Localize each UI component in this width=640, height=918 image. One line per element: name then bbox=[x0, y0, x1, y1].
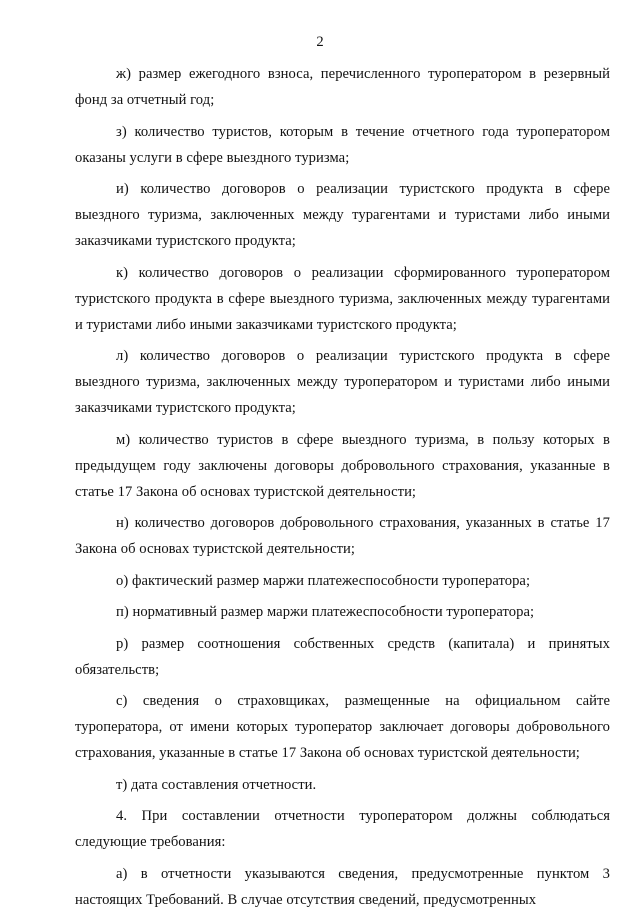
paragraph-zh: ж) размер ежегодного взноса, перечисленного туроператором в резервный фонд за отчетный год; bbox=[75, 66, 610, 108]
paragraph-section-4: 4. При составлении отчетности туроператором должны соблюдаться следующие требования: bbox=[75, 808, 610, 850]
paragraph-l: л) количество договоров о реализации туристского продукта в сфере выездного туризма, заключенных между туроператором и туристами либо иными заказчиками туристского продукта; bbox=[75, 348, 610, 416]
page-number: 2 bbox=[316, 34, 324, 50]
paragraph-k: к) количество договоров о реализации сформированного туроператором туристского продукта в сфере выездного туризма, заключенных между турагентами и туристами либо иными заказчиками туристского продукта; bbox=[75, 264, 610, 333]
paragraph-s: с) сведения о страховщиках, размещенные на официальном сайте туроператора, от имени которых туроператор заключает договоры добровольного страхования, указанные в статье 17 Закона об основах туристской деятельности; bbox=[75, 693, 610, 761]
paragraph-i: и) количество договоров о реализации туристского продукта в сфере выездного туризма, заключенных между турагентами и туристами либо иными заказчиками туристского продукта; bbox=[75, 181, 610, 249]
paragraph-p: п) нормативный размер маржи платежеспособности туроператора; bbox=[116, 604, 535, 620]
document-body bbox=[75, 61, 610, 918]
paragraph-a: а) в отчетности указываются сведения, предусмотренные пунктом 3 настоящих Требований. В случае отсутствия сведений, предусмотренных bbox=[75, 865, 610, 908]
paragraph-r: р) размер соотношения собственных средств (капитала) и принятых обязательств; bbox=[75, 635, 610, 678]
paragraph-z: з) количество туристов, которым в течение отчетного года туроператором оказаны услуги в сфере выездного туризма; bbox=[75, 123, 610, 166]
paragraph-t: т) дата составления отчетности. bbox=[116, 776, 317, 793]
paragraph-n: н) количество договоров добровольного страхования, указанных в статье 17 Закона об основах туристской деятельности; bbox=[75, 515, 610, 557]
paragraph-o: о) фактический размер маржи платежеспособности туроператора; bbox=[116, 572, 531, 589]
paragraph-m: м) количество туристов в сфере выездного туризма, в пользу которых в предыдущем году заключены договоры добровольного страхования, указанные в статье 17 Закона об основах туристской деятельности; bbox=[75, 431, 610, 500]
